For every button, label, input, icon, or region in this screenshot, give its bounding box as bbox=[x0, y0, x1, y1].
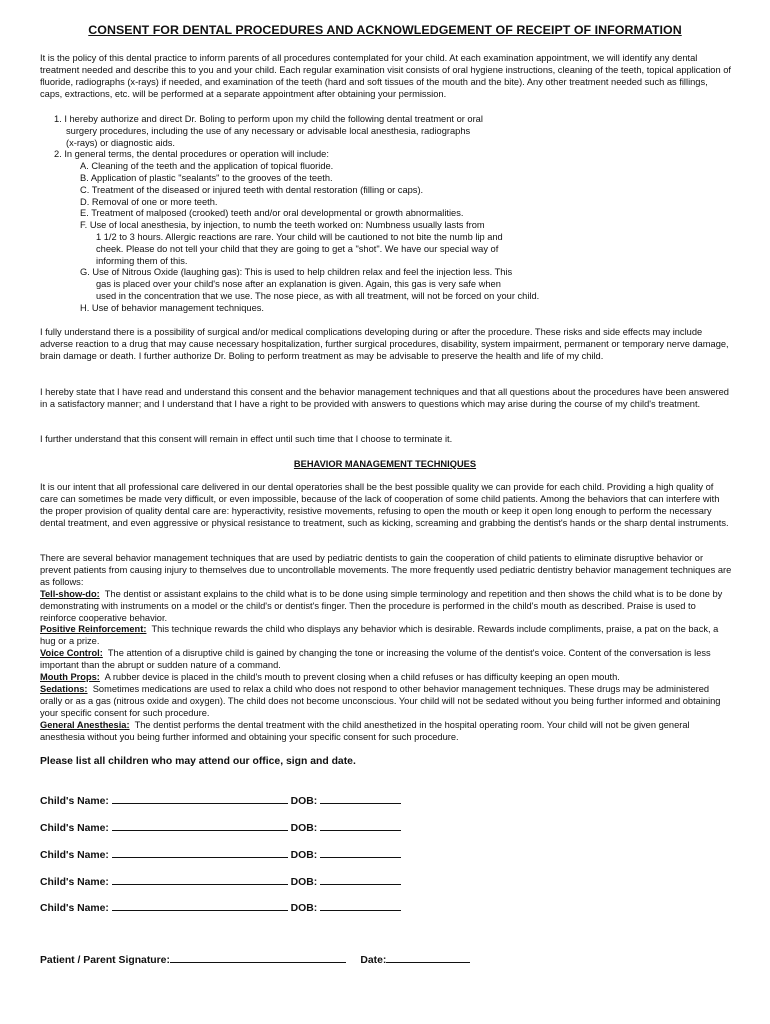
dob-field[interactable] bbox=[320, 847, 401, 858]
child-field-row bbox=[40, 900, 401, 914]
technique-item bbox=[40, 672, 732, 684]
child-name-label: Child's Name: bbox=[40, 877, 109, 888]
technique-description: The dentist performs the dental treatment with the child anesthetized in the hospital operating room. Your child will not be given general anesthesia without you being further informed and obtaining your specific consent for such procedure. bbox=[40, 719, 690, 742]
intro-paragraph: It is the policy of this dental practice to inform parents of all procedures contemplated for your child. At each examination appointment, we will identify any dental treatment needed and describe this to you and your child. Each regular examination visit consists of oral hygiene instructions, cleaning of the teeth, topical application of fluoride, radiographs (x-rays) if needed, and examination of the teeth (hard and soft tissues of the mouth and the bite). Any other treatment needed such as fillings, caps, extractions, etc. will be performed at a separate appointment after obtaining your permission. bbox=[40, 53, 731, 99]
technique-term: Voice Control: bbox=[40, 648, 103, 659]
list-item-continued: surgery procedures, including the use of any necessary or advisable local anesthesia, radiographs bbox=[66, 125, 471, 136]
techniques-intro: There are several behavior management techniques that are used by pediatric dentists to gain the cooperation of child patients to eliminate disruptive behavior or prevent patients from causing injury to themselves due to uncontrollable movements. The more frequently used pediatric dentistry behavior management techniques are as follows: bbox=[40, 553, 732, 587]
terminate-paragraph: I further understand that this consent will remain in effect until such time that I choose to terminate it. bbox=[40, 434, 453, 444]
sub-item-continued: cheek. Please do not tell your child that they are going to get a "shot". We have our special way of bbox=[96, 243, 499, 254]
dob-label: DOB: bbox=[290, 850, 318, 861]
sub-item-continued: informing them of this. bbox=[96, 255, 188, 266]
date-field[interactable] bbox=[386, 952, 470, 963]
list-item-continued: (x-rays) or diagnostic aids. bbox=[66, 137, 176, 148]
child-name-label: Child's Name: bbox=[40, 796, 109, 807]
acknowledgement-paragraph: I hereby state that I have read and understand this consent and the behavior management techniques and that all questions about the procedures have been answered in a satisfactory manner; and I understand that I have a right to be provided with answers to questions which may arise during the course of my child's treatment. bbox=[40, 387, 729, 409]
signature-field[interactable] bbox=[170, 952, 346, 963]
technique-description: The attention of a disruptive child is gained by changing the tone or increasing the volume of the dentist's voice. Content of the conversation is less important than the abrupt or sudden nature of a command. bbox=[40, 648, 711, 671]
child-name-field[interactable] bbox=[112, 847, 288, 858]
technique-item bbox=[40, 684, 732, 720]
dob-label: DOB: bbox=[290, 903, 318, 914]
signature-label: Patient / Parent Signature: bbox=[40, 955, 170, 966]
sub-item-continued: gas is placed over your child's nose after an explanation is given. Again, this gas is very safe when bbox=[96, 279, 501, 290]
dob-field[interactable] bbox=[320, 793, 401, 804]
sub-item: G. Use of Nitrous Oxide (laughing gas): This is used to help children relax and feel the injection less. This bbox=[80, 267, 513, 278]
technique-item bbox=[40, 589, 732, 625]
dob-field[interactable] bbox=[320, 874, 401, 885]
sub-item: H. Use of behavior management techniques. bbox=[80, 302, 264, 313]
technique-term: General Anesthesia: bbox=[40, 719, 130, 730]
technique-description: Sometimes medications are used to relax a child who does not respond to other behavior management techniques. These drugs may be administered orally or as a gas (nitrous oxide and oxygen). The child does not become unconscious. Your child will not be sedated without you being further informed and obtaining your specific consent for such procedure. bbox=[40, 683, 721, 718]
technique-description: A rubber device is placed in the child's mouth to prevent closing when a child refuses or has difficulty keeping an open mouth. bbox=[104, 672, 620, 683]
intent-paragraph: It is our intent that all professional care delivered in our dental operatories shall be the best possible quality we can provide for each child. Providing a high quality of care can sometimes be made very difficult, or even impossible, because of the lack of cooperation of some child patients. Among the behaviors that can interfere with the proper provision of quality dental care are: hyperactivity, resistive movements, refusing to open the mouth or keep it open long enough to perform the necessary dental treatment, and even aggressive or physical resistance to treatment, such as kicking, screaming and grabbing the dentist's hands or the sharp dental instruments. bbox=[40, 482, 729, 528]
sub-item: A. Cleaning of the teeth and the application of topical fluoride. bbox=[80, 161, 334, 172]
technique-term: Tell-show-do: bbox=[40, 588, 100, 599]
technique-description: The dentist or assistant explains to the child what is to be done using simple terminology and repetition and then shows the child what is to be done by demonstrating with instruments on a model or the child's or dentist's finger. Then the procedure is performed in the child's mouth as described. Praise is used to reinforce cooperative behavior. bbox=[40, 588, 723, 623]
behavior-section-heading: BEHAVIOR MANAGEMENT TECHNIQUES bbox=[293, 459, 477, 469]
dob-label: DOB: bbox=[290, 796, 318, 807]
dob-label: DOB: bbox=[290, 877, 318, 888]
child-field-row bbox=[40, 847, 401, 861]
child-name-label: Child's Name: bbox=[40, 903, 109, 914]
sub-item: B. Application of plastic "sealants" to the grooves of the teeth. bbox=[80, 172, 333, 183]
child-name-field[interactable] bbox=[112, 900, 288, 911]
child-name-label: Child's Name: bbox=[40, 823, 109, 834]
child-name-field[interactable] bbox=[112, 793, 288, 804]
child-name-field[interactable] bbox=[112, 874, 288, 885]
authorization-list bbox=[40, 114, 732, 315]
dob-field[interactable] bbox=[320, 900, 401, 911]
child-field-row bbox=[40, 874, 401, 888]
date-label: Date: bbox=[360, 955, 387, 966]
child-name-field[interactable] bbox=[112, 820, 288, 831]
page-title: CONSENT FOR DENTAL PROCEDURES AND ACKNOWLEDGEMENT OF RECEIPT OF INFORMATION bbox=[88, 23, 682, 37]
signature-row bbox=[40, 952, 470, 966]
children-list-prompt: Please list all children who may attend our office, sign and date. bbox=[40, 756, 356, 767]
risk-paragraph: I fully understand there is a possibility of surgical and/or medical complications developing during or after the procedure. These risks and side effects may include adverse reaction to a drug that may cause necessary hospitalization, further surgical procedures, disability, system impairment, permanent or temporary nerve damage, brain damage or death. I further authorize Dr. Boling to perform treatment as may be advisable to preserve the health and life of my child. bbox=[40, 327, 729, 361]
dob-field[interactable] bbox=[320, 820, 401, 831]
dob-label: DOB: bbox=[290, 823, 318, 834]
technique-item bbox=[40, 720, 732, 744]
technique-term: Positive Reinforcement: bbox=[40, 624, 147, 635]
techniques-section bbox=[40, 553, 732, 744]
technique-term: Sedations: bbox=[40, 683, 88, 694]
sub-item-continued: used in the concentration that we use. The nose piece, as with all treatment, will not be forced on your child. bbox=[96, 290, 540, 301]
technique-description: This technique rewards the child who displays any behavior which is desirable. Rewards include compliments, praise, a pat on the back, a hug or a prize. bbox=[40, 624, 719, 647]
child-field-row bbox=[40, 820, 401, 834]
technique-term: Mouth Props: bbox=[40, 672, 100, 683]
child-field-row bbox=[40, 793, 401, 807]
child-name-label: Child's Name: bbox=[40, 850, 109, 861]
sub-item: E. Treatment of malposed (crooked) teeth and/or oral developmental or growth abnormalities. bbox=[80, 208, 464, 219]
sub-item: F. Use of local anesthesia, by injection, to numb the teeth worked on: Numbness usually lasts from bbox=[80, 220, 485, 231]
technique-item bbox=[40, 648, 732, 672]
technique-item bbox=[40, 624, 732, 648]
list-item: 2. In general terms, the dental procedures or operation will include: bbox=[54, 149, 329, 160]
list-item: 1. I hereby authorize and direct Dr. Boling to perform upon my child the following dental treatment or oral bbox=[54, 114, 483, 124]
sub-item: D. Removal of one or more teeth. bbox=[80, 196, 218, 207]
sub-item-continued: 1 1/2 to 3 hours. Allergic reactions are rare. Your child will be cautioned to not bite the numb lip and bbox=[96, 231, 503, 242]
sub-item: C. Treatment of the diseased or injured teeth with dental restoration (filling or caps). bbox=[80, 184, 424, 195]
